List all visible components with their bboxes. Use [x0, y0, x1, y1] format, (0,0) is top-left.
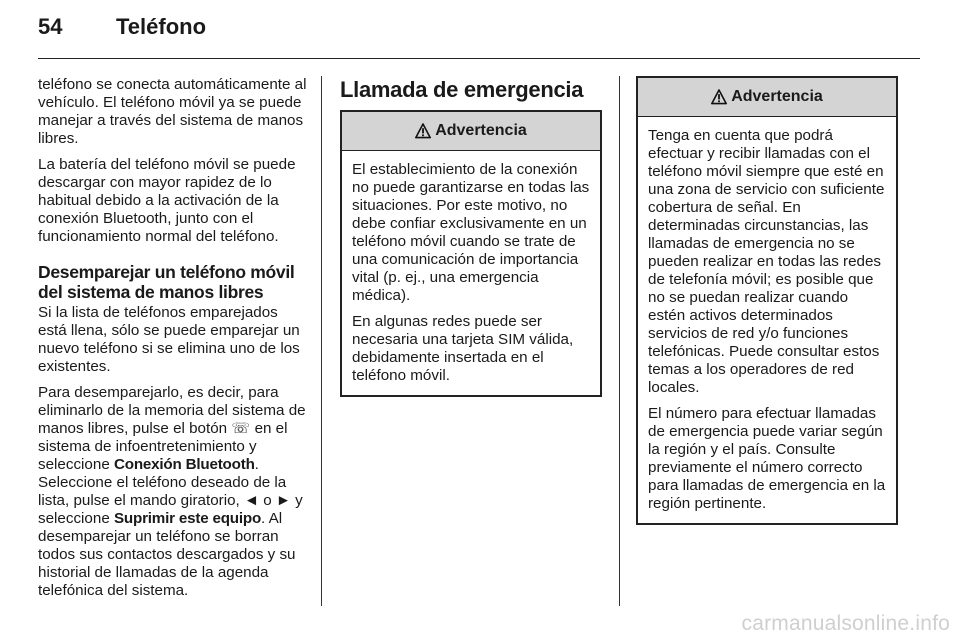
menu-term: Conexión Bluetooth — [113, 456, 255, 473]
column-divider — [619, 76, 620, 606]
paragraph: El número para efectuar llamadas de emergencia puede variar según la región y el país. Consulte previamente el número correcto para llamadas de emergencia en la región pertinente. — [648, 405, 886, 512]
warning-triangle-icon — [711, 89, 727, 105]
phone-button-icon: ☏ — [231, 420, 251, 437]
warning-body — [638, 117, 896, 523]
column-1 — [38, 76, 308, 608]
page-title: Teléfono — [116, 14, 207, 39]
paragraph: Para desemparejarlo, es decir, para eliminarlo de la memoria del sistema de manos libres, pulse el botón ☏ en el sistema de infoentretenimiento y seleccione Conexión Bluetooth. Seleccione el teléfono deseado de la lista, pulse el mando giratorio, ◄ o ► y seleccione Suprimir este equipo. Al desemparejar un teléfono se borran todos sus contactos descargados y su historial de llamadas de la agenda telefónica del sistema. — [38, 384, 306, 599]
section-heading: Desemparejar un teléfono móvil del sistema de manos libres — [38, 262, 295, 302]
column-2 — [340, 76, 602, 384]
paragraph: Tenga en cuenta que podrá efectuar y recibir llamadas con el teléfono móvil siempre que esté en una zona de servicio con suficiente cobertura de señal. En determinadas circunstancias, las llamadas de emergencia no se pueden realizar en todas las redes de telefonía móvil; es posible que no se puedan realizar cuando estén activos determinados servicios de red y/o funciones telefónicas. Puede consultar estos temas a los operadores de red locales. — [648, 127, 885, 396]
paragraph: En algunas redes puede ser necesaria una tarjeta SIM válida, debidamente insertada en el teléfono móvil. — [352, 313, 574, 384]
warning-triangle-icon — [415, 123, 431, 139]
watermark: carmanualsonline.info — [741, 612, 950, 635]
warning-title: Advertencia — [731, 88, 823, 105]
column-3 — [636, 76, 898, 525]
paragraph: Si la lista de teléfonos emparejados está llena, sólo se puede emparejar un nuevo teléfono si se elimina uno de los existentes. — [38, 304, 300, 375]
menu-term: Suprimir este equipo — [113, 510, 262, 527]
warning-header — [638, 78, 896, 117]
paragraph: El establecimiento de la conexión no puede garantizarse en todas las situaciones. Por este motivo, no debe confiar exclusivamente en un teléfono móvil cuando se trate de una comunicación de importancia vital (p. ej., una emergencia médica). — [352, 161, 590, 304]
page-number: 54 — [38, 14, 63, 39]
paragraph: teléfono se conecta automáticamente al vehículo. El teléfono móvil ya se puede manejar a través del sistema de manos libres. — [38, 76, 307, 147]
section-heading: Llamada de emergencia — [340, 77, 584, 102]
warning-box — [340, 110, 602, 397]
warning-title: Advertencia — [435, 122, 527, 139]
warning-body — [342, 151, 600, 395]
warning-box — [636, 76, 898, 525]
warning-header — [342, 112, 600, 151]
header-rule — [38, 58, 920, 59]
column-divider — [321, 76, 322, 606]
page-header — [38, 14, 918, 44]
paragraph: La batería del teléfono móvil se puede descargar con mayor rapidez de lo habitual debido a la activación de la conexión Bluetooth, junto con el funcionamiento normal del teléfono. — [38, 156, 296, 245]
